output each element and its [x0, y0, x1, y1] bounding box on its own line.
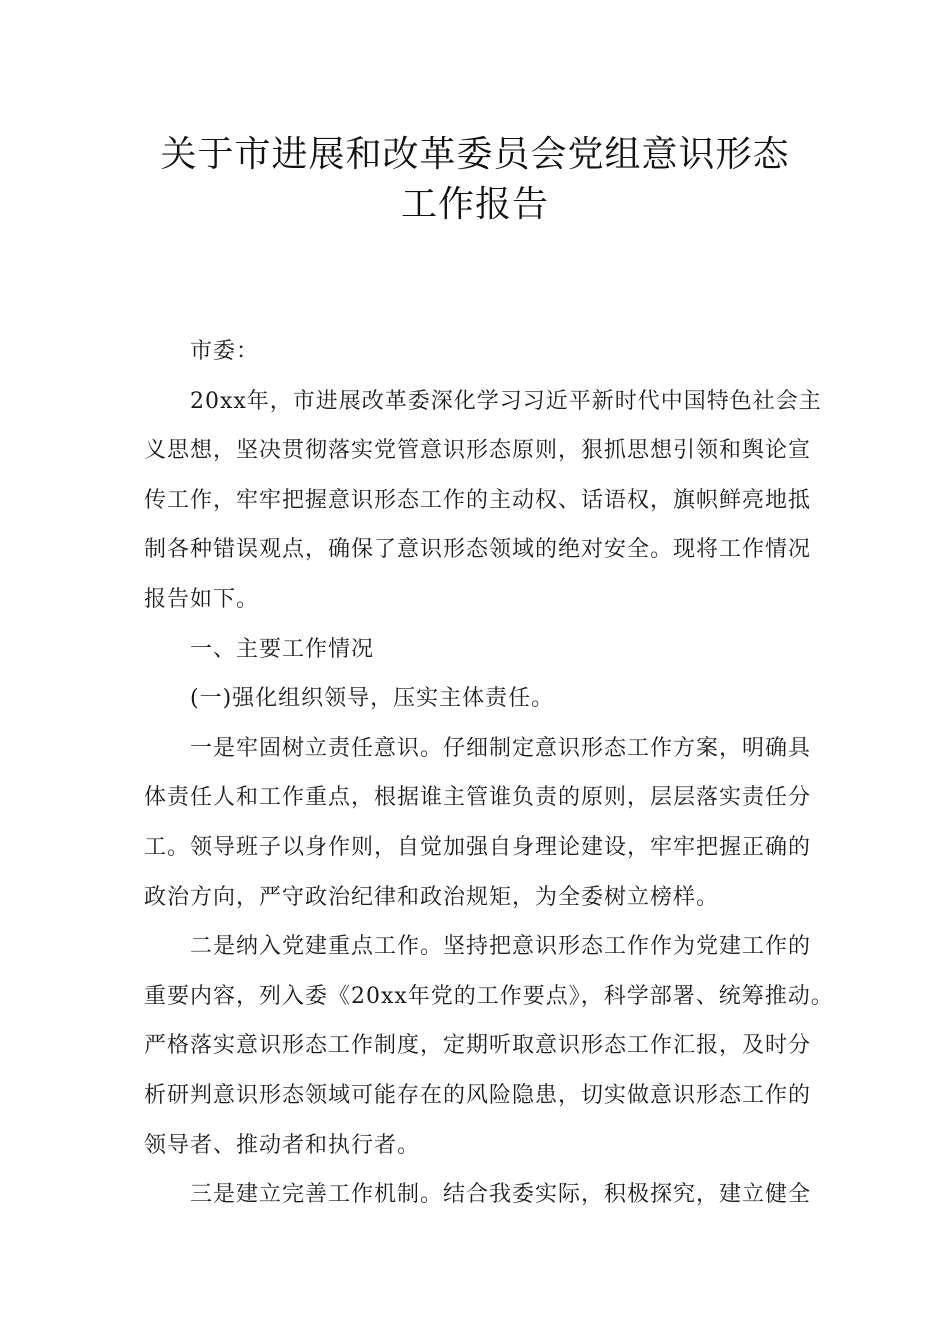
paragraph — [144, 625, 824, 675]
paragraph — [144, 922, 834, 1170]
paragraph — [144, 674, 824, 724]
paragraph-line: 义思想，坚决贯彻落实党管意识形态原则，狠抓思想引领和舆论宣 — [144, 438, 812, 464]
document-title-line-1: 关于市进展和改革委员会党组意识形态 — [160, 134, 790, 175]
document-body — [144, 327, 834, 1220]
paragraph-line: 二是纳入党建重点工作。坚持把意识形态工作作为党建工作的 — [190, 934, 812, 960]
paragraph-line: (一)强化组织领导，压实主体责任。 — [190, 686, 555, 712]
paragraph-line: 传工作，牢牢把握意识形态工作的主动权、话语权，旗帜鲜亮地抵 — [144, 487, 812, 513]
paragraph — [144, 724, 824, 922]
paragraph-line: 析研判意识形态领域可能存在的风险隐患，切实做意识形态工作的 — [144, 1082, 812, 1108]
paragraph-line: 重要内容，列入委《20xx年党的工作要点》，科学部署、统筹推动。 — [144, 983, 834, 1009]
paragraph-line: 20xx年，市进展改革委深化学习习近平新时代中国特色社会主 — [190, 388, 822, 414]
paragraph-line: 工。领导班子以身作则，自觉加强自身理论建设，牢牢把握正确的 — [144, 834, 812, 860]
paragraph-line: 制各种错误观点，确保了意识形态领域的绝对安全。现将工作情况 — [144, 537, 812, 563]
paragraph-line: 严格落实意识形态工作制度，定期听取意识形态工作汇报，及时分 — [144, 1033, 812, 1059]
paragraph-line: 一、主要工作情况 — [190, 636, 375, 662]
paragraph-list — [144, 377, 834, 1220]
paragraph-line: 政治方向，严守政治纪律和政治规矩，为全委树立榜样。 — [144, 884, 720, 910]
paragraph-line: 三是建立完善工作机制。结合我委实际，积极探究，建立健全 — [190, 1182, 812, 1208]
salutation: 市委： — [190, 339, 260, 364]
paragraph-line: 体责任人和工作重点，根据谁主管谁负责的原则，层层落实责任分 — [144, 785, 812, 811]
paragraph — [144, 377, 824, 625]
paragraph — [144, 1170, 824, 1220]
document-title-line-2: 工作报告 — [400, 184, 549, 225]
paragraph-line: 领导者、推动者和执行者。 — [144, 1132, 421, 1158]
paragraph-line: 一是牢固树立责任意识。仔细制定意识形态工作方案，明确具 — [190, 735, 812, 761]
paragraph-line: 报告如下。 — [144, 586, 260, 612]
